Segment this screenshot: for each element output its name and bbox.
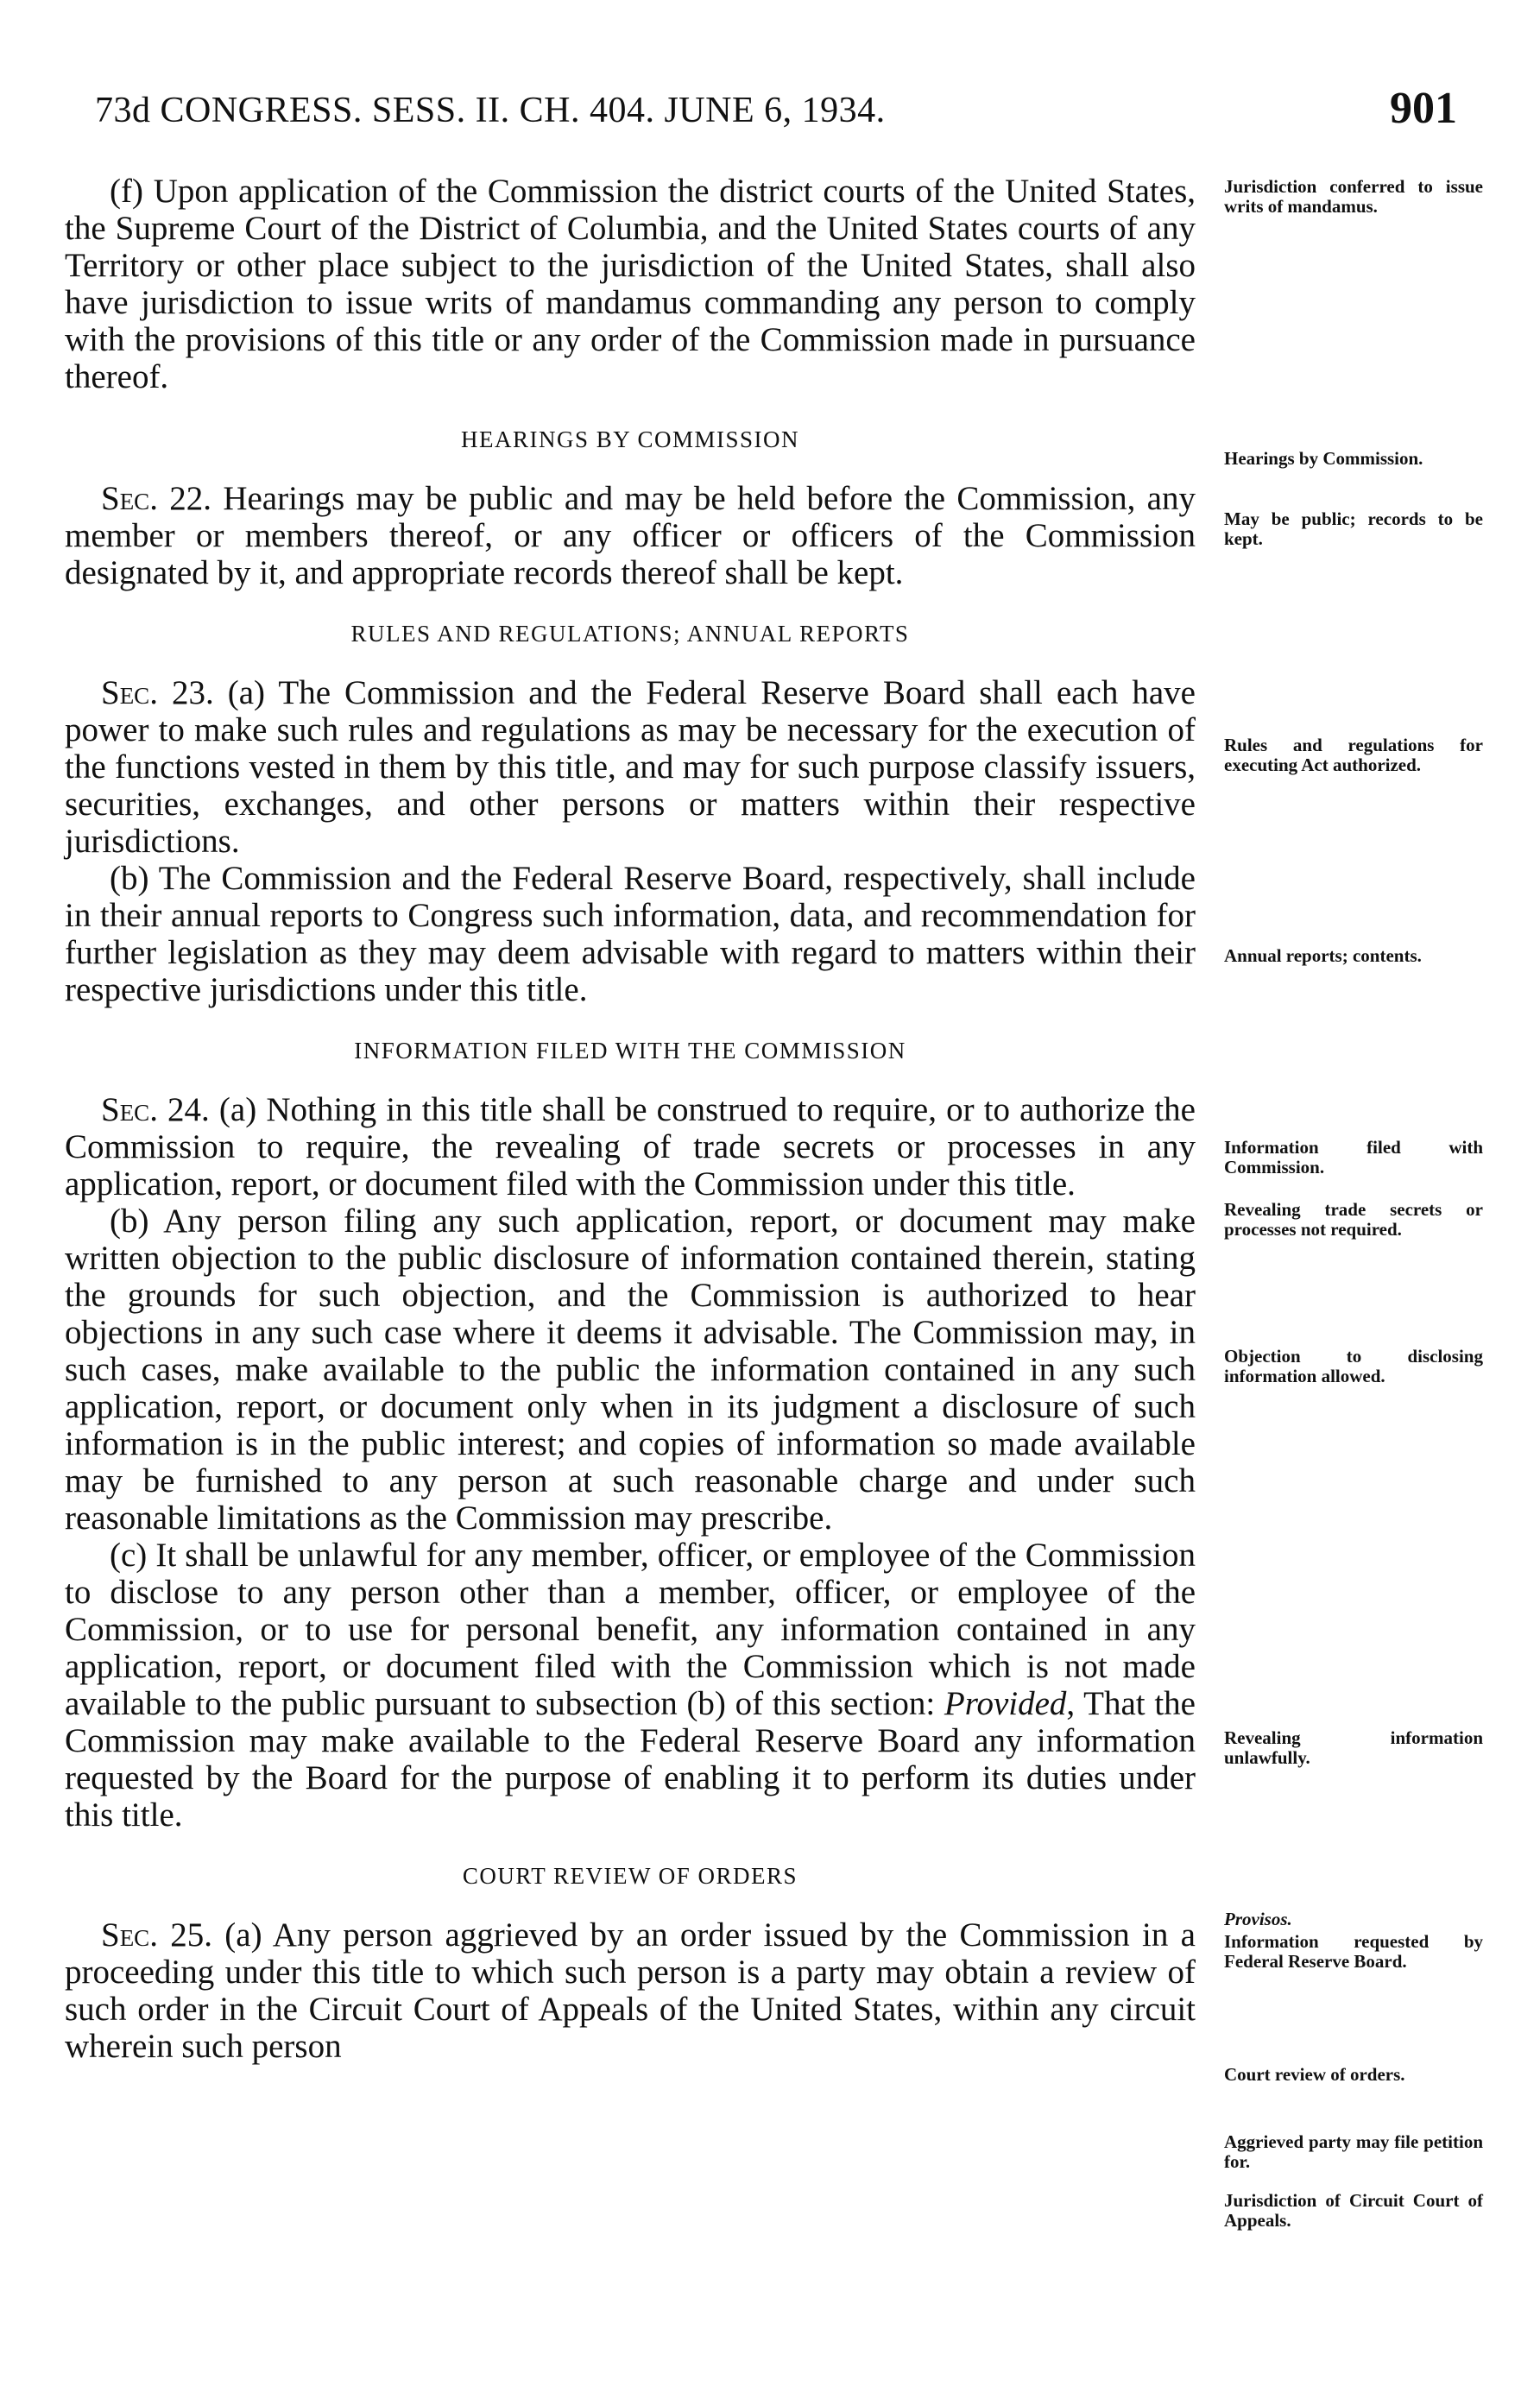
margin-note-aggrieved-party: Aggrieved party may file petition for.: [1224, 2131, 1483, 2172]
margin-note-provisos: Provisos.: [1224, 1909, 1292, 1929]
heading-hearings: HEARINGS BY COMMISSION: [460, 426, 800, 452]
section-22: [65, 480, 1196, 591]
section-24c-text-1: (c) It shall be unlawful for any member, officer, or employee of the Commission to disclose to any person other than a member, officer, or employee of the Commission, or to use for personal benefit, any information contained in any application, report, or document filed with the Commission which is not made available to the public pursuant to subsection (b) of this section:: [65, 1537, 1196, 1722]
paragraph-f-text: (f) Upon application of the Commission the district courts of the United States, the Supreme Court of the District of Columbia, and the United States courts of any Territory or other place subject to the jurisdiction of the United States, shall also have jurisdiction to issue writs of mandamus commanding any person to comply with the provisions of this title or any order of the Commission made in pursuance thereof.: [65, 173, 1196, 395]
section-23b: [65, 860, 1196, 1008]
page-number: 901: [1390, 84, 1457, 133]
margin-note-annual-reports: Annual reports; contents.: [1224, 945, 1422, 966]
section-23a: [65, 674, 1196, 860]
section-24a: [65, 1091, 1196, 1203]
margin-note-objection: Objection to disclosing information allowed.: [1224, 1346, 1483, 1386]
section-23-label: Sec. 23.: [101, 674, 214, 711]
margin-note-may-be-public: May be public; records to be kept.: [1224, 508, 1483, 549]
margin-note-revealing-trade-secrets: Revealing trade secrets or processes not required.: [1224, 1199, 1483, 1240]
margin-note-hearings: Hearings by Commission.: [1224, 448, 1423, 469]
section-24c: [65, 1537, 1196, 1834]
margin-note-court-review: Court review of orders.: [1224, 2064, 1405, 2085]
section-23a-text: (a) The Commission and the Federal Reserve Board shall each have power to make such rules and regulations as may be necessary for the execution of the functions vested in them by this title, and may for such purpose classify issuers, securities, exchanges, and other persons or matters within their respective jurisdictions.: [65, 674, 1196, 860]
margin-note-information-requested: Information requested by Federal Reserve Board.: [1224, 1931, 1483, 1972]
running-head: 73d CONGRESS. SESS. II. CH. 404. JUNE 6, 1934.: [95, 91, 886, 130]
section-24a-text: (a) Nothing in this title shall be construed to require, or to authorize the Commission to require, the revealing of trade secrets or processes in any application, report, or document filed with the Commission under this title.: [65, 1091, 1196, 1203]
section-24c-text-2: , That the Commission may make available to the Federal Reserve Board any information requested by the Board for the purpose of enabling it to perform its duties under this title.: [65, 1685, 1196, 1834]
section-24c-provided: Provided: [944, 1685, 1067, 1722]
section-25a-text: (a) Any person aggrieved by an order issued by the Commission in a proceeding under this title to which such person is a party may obtain a review of such order in the Circuit Court of Appeals of the United States, within any circuit wherein such person: [65, 1916, 1196, 2065]
section-25-label: Sec. 25.: [101, 1916, 212, 1954]
margin-note-jurisdiction-circuit: Jurisdiction of Circuit Court of Appeals.: [1224, 2190, 1483, 2231]
section-24b: [65, 1203, 1196, 1537]
margin-note-information-filed: Information filed with Commission.: [1224, 1137, 1483, 1177]
section-24-label: Sec. 24.: [101, 1091, 210, 1128]
margin-note-rules: Rules and regulations for executing Act authorized.: [1224, 735, 1483, 775]
main-text: [65, 173, 1196, 2065]
heading-rules: RULES AND REGULATIONS; ANNUAL REPORTS: [350, 621, 910, 647]
margin-note-jurisdiction-mandamus: Jurisdiction conferred to issue writs of mandamus.: [1224, 176, 1483, 217]
section-22-label: Sec. 22.: [101, 480, 212, 517]
section-25a: [65, 1916, 1196, 2065]
paragraph-f: [65, 173, 1196, 395]
section-22-text: Hearings may be public and may be held before the Commission, any member or members thereof, or any officer or officers of the Commission designated by it, and appropriate records thereof shall be kept.: [65, 480, 1196, 591]
section-23b-text: (b) The Commission and the Federal Reserve Board, respectively, shall include in their annual reports to Congress such information, data, and recommendation for further legislation as they may deem advisable with regard to matters within their respective jurisdictions under this title.: [65, 860, 1196, 1008]
heading-information: INFORMATION FILED WITH THE COMMISSION: [354, 1038, 906, 1064]
margin-note-revealing-unlawfully: Revealing information unlawfully.: [1224, 1727, 1483, 1768]
section-24b-text: (b) Any person filing any such application, report, or document may make written objection to the public disclosure of information contained therein, stating the grounds for such objection, and the Commission is authorized to hear objections in any such case where it deems it advisable. The Commission may, in such cases, make available to the public the information contained in any such application, report, or document only when in its judgment a disclosure of such information is in the public interest; and copies of information so made available may be furnished to any person at such reasonable charge and under such reasonable limitations as the Commission may prescribe.: [65, 1203, 1196, 1537]
heading-court-review: COURT REVIEW OF ORDERS: [462, 1863, 798, 1889]
